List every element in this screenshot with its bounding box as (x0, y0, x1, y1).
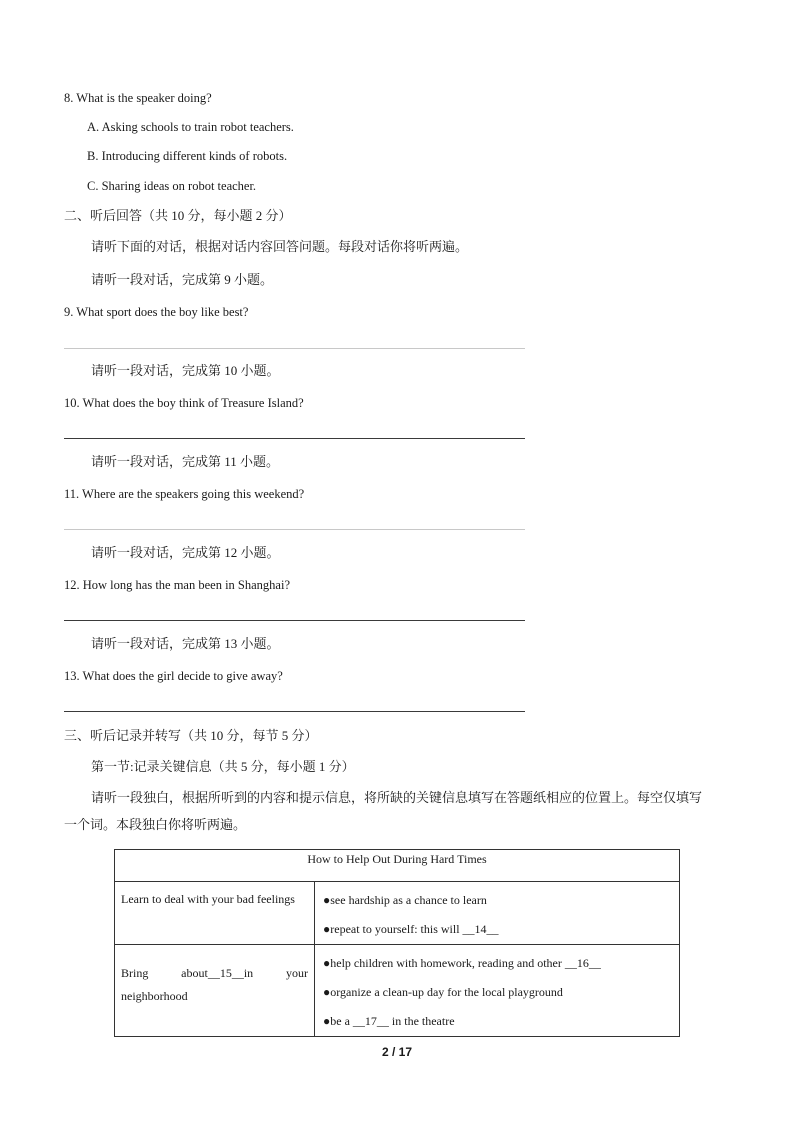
q10-prompt: 请听一段对话，完成第 10 小题。 (91, 363, 280, 378)
question-10: 10. What does the boy think of Treasure Island? (64, 396, 304, 410)
answer-line-12 (64, 620, 525, 621)
answer-line-9 (64, 348, 525, 349)
list-item: ●help children with homework, reading and other __16__ (323, 956, 601, 970)
row-points-neighborhood (315, 945, 680, 1037)
q11-prompt: 请听一段对话，完成第 11 小题。 (91, 454, 280, 469)
row-topic-neighborhood: Bring about__15__in your neighborhood (115, 945, 315, 1037)
list-item: ●organize a clean-up day for the local playground (323, 985, 563, 999)
q12-prompt: 请听一段对话，完成第 12 小题。 (91, 545, 280, 560)
page-number: 2 / 17 (381, 1045, 413, 1059)
section2-heading: 二、听后回答（共 10 分，每小题 2 分） (64, 208, 292, 223)
q8-option-c: C. Sharing ideas on robot teacher. (87, 179, 257, 193)
question-9: 9. What sport does the boy like best? (64, 305, 249, 319)
q8-option-a: A. Asking schools to train robot teachers. (87, 120, 294, 134)
section2-instruction: 请听下面的对话，根据对话内容回答问题。每段对话你将听两遍。 (91, 239, 469, 254)
section3-heading: 三、听后记录并转写（共 10 分，每节 5 分） (64, 728, 318, 743)
section3-part1-heading: 第一节:记录关键信息（共 5 分，每小题 1 分） (91, 759, 355, 774)
question-12: 12. How long has the man been in Shanghai? (64, 578, 290, 592)
table-row (115, 882, 680, 945)
list-item: ●be a __17__ in the theatre (323, 1014, 455, 1028)
list-item: ●see hardship as a chance to learn (323, 893, 487, 907)
section3-instruction-line2: 一个词。本段独白你将听两遍。 (64, 817, 247, 832)
q13-prompt: 请听一段对话，完成第 13 小题。 (91, 636, 280, 651)
section3-instruction-line1: 请听一段独白，根据所听到的内容和提示信息，将所缺的关键信息填写在答题纸相应的位置上。每空仅填写 (91, 790, 703, 805)
question-11: 11. Where are the speakers going this weekend? (64, 487, 305, 501)
answer-line-10 (64, 438, 525, 439)
question-8: 8. What is the speaker doing? (64, 91, 212, 105)
list-item: ●repeat to yourself: this will __14__ (323, 922, 499, 936)
answer-line-11 (64, 529, 525, 530)
row-topic-feelings: Learn to deal with your bad feelings (115, 882, 315, 945)
key-info-table (114, 849, 680, 1037)
table-title-row (115, 850, 680, 882)
row-points-feelings (315, 882, 680, 945)
table-row (115, 945, 680, 1037)
question-13: 13. What does the girl decide to give away? (64, 669, 283, 683)
table-title: How to Help Out During Hard Times (115, 850, 680, 882)
answer-line-13 (64, 711, 525, 712)
q8-option-b: B. Introducing different kinds of robots. (87, 149, 288, 163)
q9-prompt: 请听一段对话，完成第 9 小题。 (91, 272, 274, 287)
